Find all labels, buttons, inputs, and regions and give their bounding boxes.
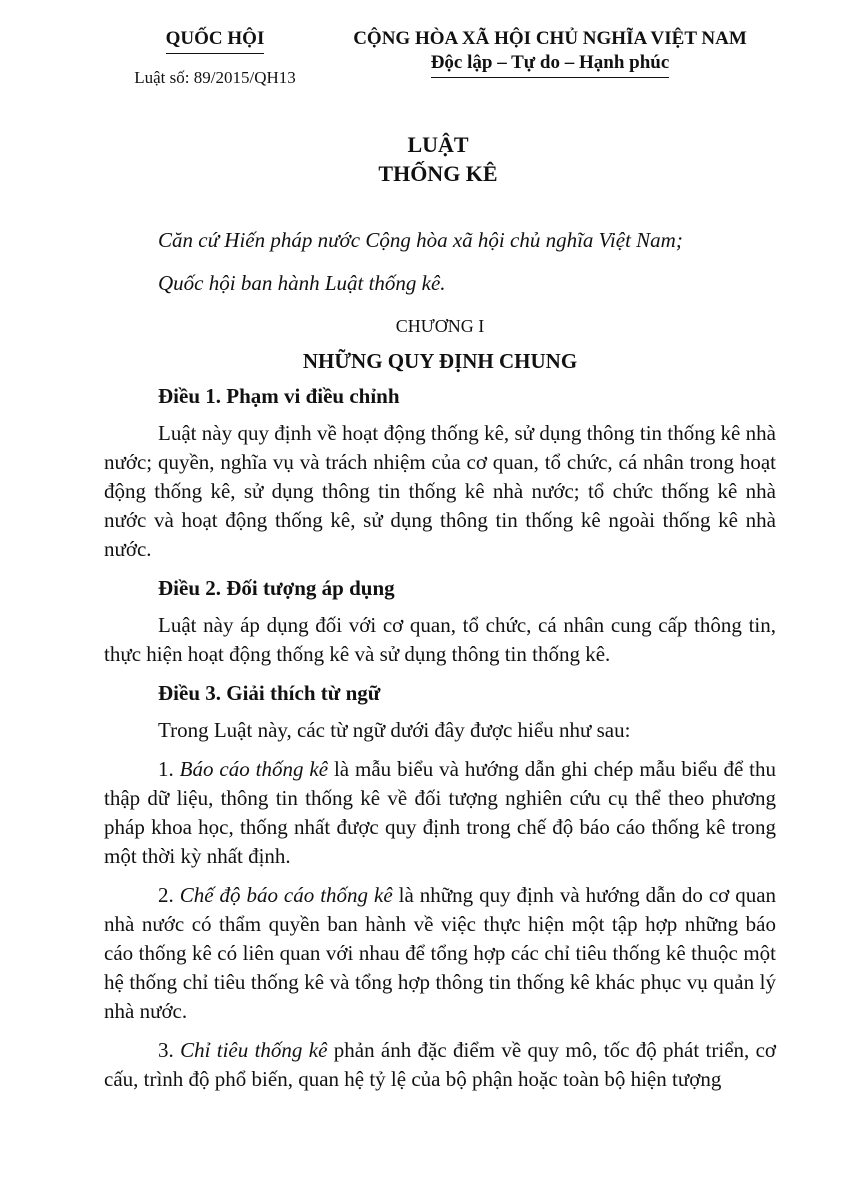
definition-item [104,1036,776,1094]
law-number: Luật số: 89/2015/QH13 [134,68,296,87]
issuer-name: QUỐC HỘI [166,28,265,54]
definition-term: Chế độ báo cáo thống kê [179,883,393,907]
definition-text: phản ánh đặc điểm về quy mô, tốc độ phát triển, cơ cấu, trình độ phổ biến, quan hệ tỷ lệ của bộ phận hoặc toàn bộ hiện tượng [104,1038,777,1091]
article-text: Trong Luật này, các từ ngữ dưới đây được hiểu như sau: [158,718,631,742]
article-text: Luật này áp dụng đối với cơ quan, tổ chức, cá nhân cung cấp thông tin, thực hiện hoạt động thống kê và sử dụng thông tin thống kê. [104,613,776,666]
preamble-line: Căn cứ Hiến pháp nước Cộng hòa xã hội chủ nghĩa Việt Nam; [158,228,683,252]
document-title [0,130,848,188]
definition-number: 2. [158,883,174,907]
article-heading: Điều 1. Phạm vi điều chỉnh [158,384,400,408]
definition-item [104,755,776,871]
definition-item [104,881,776,1026]
definition-text: là những quy định và hướng dẫn do cơ quan nhà nước có thẩm quyền ban hành về việc thực hiện một tập hợp những báo cáo thống kê có liên quan với nhau để tổng hợp các chỉ tiêu thống kê thuộc một hệ thống chỉ tiêu thống kê và tổng hợp thông tin thống kê khác phục vụ quản lý nhà nước. [104,883,777,1023]
definition-term: Báo cáo thống kê [179,757,329,781]
chapter-name: NHỮNG QUY ĐỊNH CHUNG [302,349,578,373]
article-text: Luật này quy định về hoạt động thống kê, sử dụng thông tin thống kê nhà nước; quyền, nghĩa vụ và trách nhiệm của cơ quan, tổ chức, cá nhân trong hoạt động thống kê, sử dụng thông tin thống kê nhà nước; tổ chức thống kê nhà nước và hoạt động thống kê, sử dụng thông tin thống kê ngoài thống kê nhà nước. [104,421,776,561]
nation-name: CỘNG HÒA XÃ HỘI CHỦ NGHĨA VIỆT NAM [353,28,747,49]
definition-number: 1. [158,757,174,781]
title-line-1: LUẬT [407,132,469,157]
issuer-block [115,28,315,88]
title-line-2: THỐNG KÊ [378,161,498,186]
national-motto: Độc lập – Tự do – Hạnh phúc [431,52,670,78]
national-heading [330,28,770,78]
definition-term: Chỉ tiêu thống kê [180,1038,328,1062]
preamble-line: Quốc hội ban hành Luật thống kê. [158,271,446,295]
article-heading: Điều 3. Giải thích từ ngữ [158,681,381,705]
article-heading: Điều 2. Đối tượng áp dụng [158,576,395,600]
definition-text: là mẫu biểu và hướng dẫn ghi chép mẫu biểu để thu thập dữ liệu, thông tin thống kê về đối tượng nghiên cứu cụ thể theo phương pháp khoa học, thống nhất được quy định trong chế độ báo cáo thống kê trong một thời kỳ nhất định. [104,757,777,868]
document-body [104,226,776,1104]
preamble [104,226,776,298]
chapter-label: CHƯƠNG I [395,316,485,336]
definition-number: 3. [158,1038,174,1062]
